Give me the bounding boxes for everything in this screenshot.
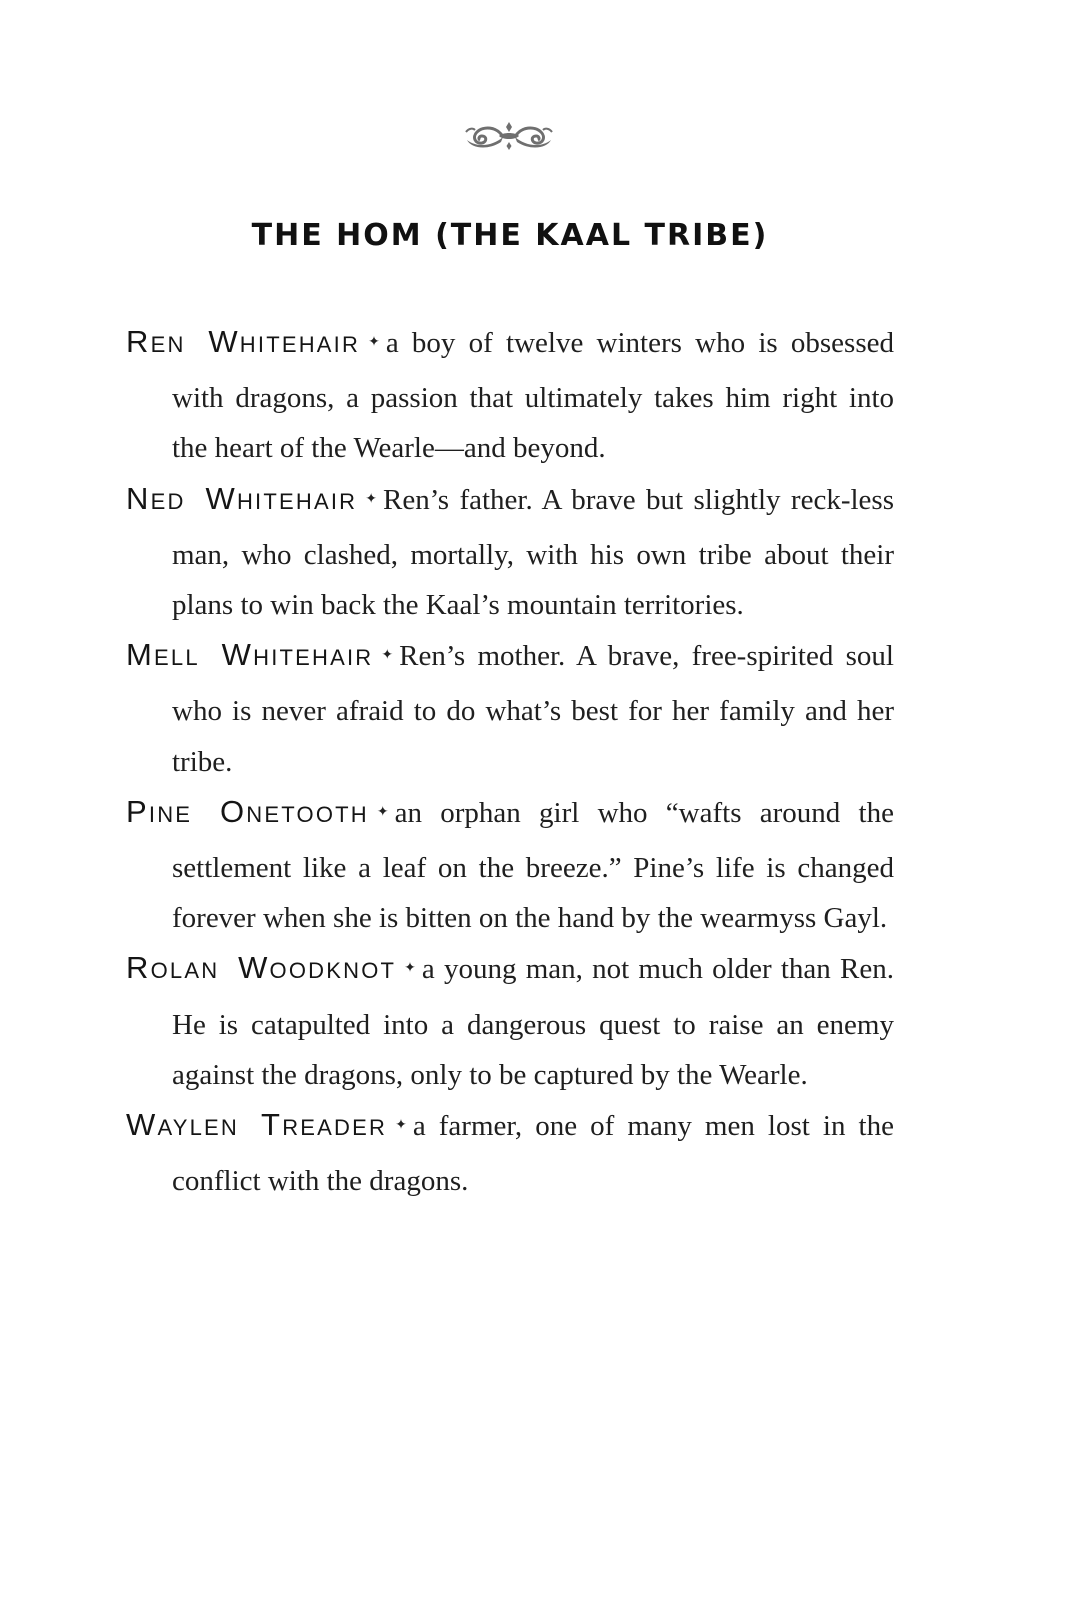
character-description: a farmer, one of many men lost in the conflict with the dragons. bbox=[172, 1110, 894, 1198]
diamond-separator-icon: ✦ bbox=[381, 647, 394, 664]
diamond-separator-icon: ✦ bbox=[404, 960, 416, 977]
character-name: Pine Onetooth bbox=[126, 793, 369, 829]
character-entry bbox=[126, 317, 894, 474]
character-name: Waylen Treader bbox=[126, 1107, 388, 1143]
character-description: Ren’s father. A brave but slightly reck-less man, who clashed, mortally, with his own tribe about their plans to win back the Kaal’s mountain territories. bbox=[172, 483, 894, 622]
character-name: Rolan Woodknot bbox=[126, 950, 397, 986]
character-description: Ren’s mother. A brave, free-spirited soul who is never afraid to do what’s best for her family and her tribe. bbox=[172, 640, 894, 778]
character-entry bbox=[126, 1100, 894, 1206]
character-name: Ren Whitehair bbox=[126, 324, 361, 359]
diamond-separator-icon: ✦ bbox=[368, 334, 380, 350]
character-entry bbox=[126, 474, 894, 631]
character-description: a young man, not much older than Ren. He is catapulted into a dangerous quest to raise an enemy against the dragons, only to be captured by the Wearle. bbox=[172, 953, 894, 1091]
diamond-separator-icon: ✦ bbox=[365, 490, 377, 507]
scroll-ornament-icon bbox=[463, 118, 555, 156]
character-name: Mell Whitehair bbox=[126, 637, 374, 673]
character-entry bbox=[126, 943, 894, 1100]
section-heading: THE HOM (THE KAAL TRIBE) bbox=[251, 218, 769, 253]
character-list bbox=[126, 317, 894, 1206]
diamond-separator-icon: ✦ bbox=[395, 1117, 407, 1134]
character-entry bbox=[126, 787, 894, 944]
character-description: an orphan girl who “wafts around the settlement like a leaf on the breeze.” Pine’s life is changed forever when she is bitten on the hand by the wearmyss Gayl. bbox=[172, 796, 894, 935]
character-description: a boy of twelve winters who is obsessed with dragons, a passion that ultimately takes him right into the heart of the Wearle—and beyond. bbox=[172, 327, 894, 465]
character-name: Ned Whitehair bbox=[126, 480, 358, 516]
character-entry bbox=[126, 630, 894, 787]
diamond-separator-icon: ✦ bbox=[376, 803, 389, 820]
